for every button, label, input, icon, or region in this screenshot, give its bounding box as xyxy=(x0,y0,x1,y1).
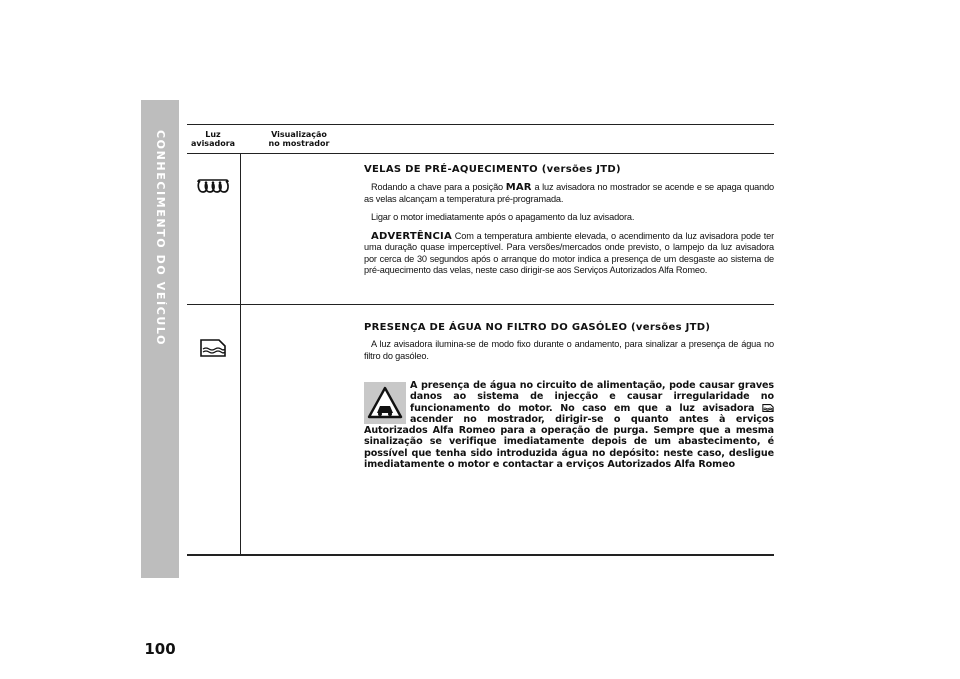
table-header-rule xyxy=(187,153,774,154)
water-in-fuel-filter-icon xyxy=(762,403,774,413)
text: a luz avisadora no mostrador se acende e se apaga quando as velas alcançam a temperatura pré-programada. xyxy=(364,182,774,204)
warning-triangle-icon xyxy=(364,382,406,424)
table-top-rule xyxy=(187,124,774,125)
row-divider xyxy=(187,304,774,305)
header-display: Visualização no mostrador xyxy=(268,130,330,148)
text: Com a temperatura ambiente elevada, o acendimento da luz avisadora pode ter uma duração quase imperceptível. Para versões/mercados onde previsto, o lampejo da luz avisadora por cerca de 30 segundos após o arranque do motor indica a presença de um desgaste ao sistema de pré-aquecimento das velas, neste caso dirigir-se aos Serviços Autorizados Alfa Romeo. xyxy=(364,230,774,275)
paragraph: A luz avisadora ilumina-se de modo fixo durante o andamento, para sinalizar a presença de água no filtro do gasóleo. xyxy=(364,339,774,361)
paragraph xyxy=(364,182,774,205)
water-in-fuel-filter-icon xyxy=(199,338,227,358)
text: A presença de água no circuito de alimentação, pode causar graves danos ao sistema de injecção e causar irregularidade no funcionamento do motor. No caso em que a luz avisadora xyxy=(410,380,774,414)
side-tab xyxy=(141,100,179,658)
text: acender no mostrador, dirigir-se o quanto antes à erviços Autorizados Alfa Romeo para a operação de purga. Sempre que a mesma sinalização se verifique imediatamente depois de um abastecimento, é possível que tenha sido introduzida água no depósito: neste caso, desligue imediatamente o motor e contactar a erviços Autorizados Alfa Romeo xyxy=(364,413,774,471)
warning-text xyxy=(364,380,774,470)
advisory-label: ADVERTÊNCIA xyxy=(371,230,452,242)
section-water-in-fuel xyxy=(364,322,774,362)
header-warning-light: Luz avisadora xyxy=(190,130,236,148)
key-position-mar: MAR xyxy=(505,182,532,193)
section-title: PRESENÇA DE ÁGUA NO FILTRO DO GASÓLEO (versões JTD) xyxy=(364,322,711,333)
column-divider xyxy=(240,154,241,556)
paragraph: Ligar o motor imediatamente após o apagamento da luz avisadora. xyxy=(371,212,635,222)
glow-plug-icon xyxy=(196,178,230,194)
table-bottom-rule xyxy=(187,554,774,556)
side-section-title: CONHECIMENTO DO VEÍCULO xyxy=(154,130,167,347)
section-glow-plugs xyxy=(364,164,774,277)
page-number: 100 xyxy=(144,640,176,658)
warning-block xyxy=(364,380,774,470)
text: Rodando a chave para a posição xyxy=(371,182,506,192)
section-title: VELAS DE PRÉ-AQUECIMENTO (versões JTD) xyxy=(364,164,621,175)
paragraph xyxy=(364,231,774,277)
